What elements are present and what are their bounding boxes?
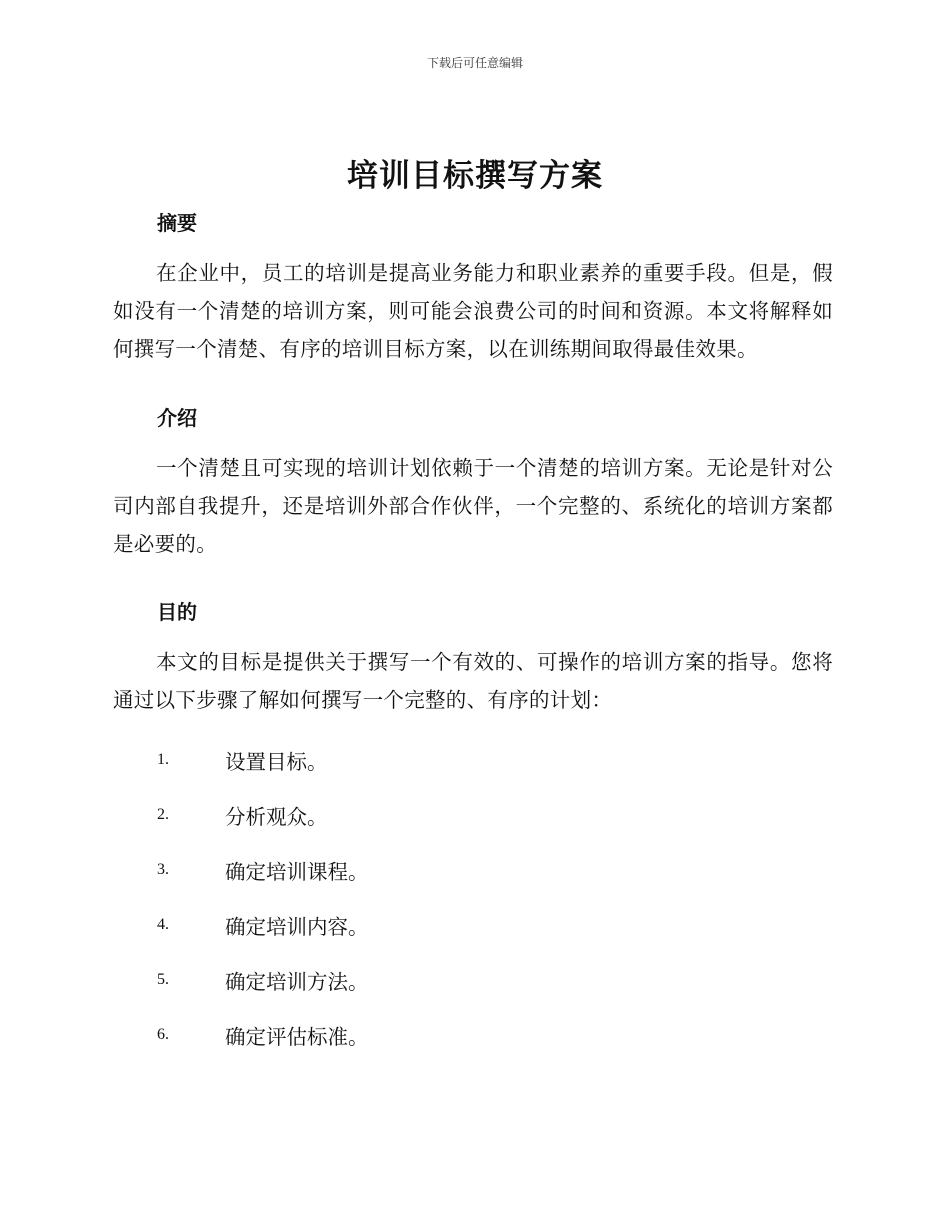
section-paragraph-purpose: 本文的目标是提供关于撰写一个有效的、可操作的培训方案的指导。您将通过以下步骤了解如何撰写一个完整的、有序的计划：	[113, 650, 833, 712]
list-item	[157, 800, 757, 830]
list-item-text: 确定培训课程。	[225, 860, 369, 884]
list-item-number: 4.	[157, 916, 169, 933]
header-note: 下载后可任意编辑	[426, 56, 523, 70]
list-item-text: 设置目标。	[225, 750, 328, 774]
document-title: 培训目标撰写方案	[347, 158, 603, 194]
list-item	[157, 910, 757, 940]
list-item-number: 2.	[157, 806, 169, 823]
section-heading-introduction: 介绍	[157, 406, 197, 430]
list-item-text: 确定培训内容。	[225, 915, 369, 939]
section-paragraph-abstract: 在企业中，员工的培训是提高业务能力和职业素养的重要手段。但是，假如没有一个清楚的培训方案，则可能会浪费公司的时间和资源。本文将解释如何撰写一个清楚、有序的培训目标方案，以在训练期间取得最佳效果。	[113, 261, 833, 361]
list-item	[157, 965, 757, 995]
list-item-number: 5.	[157, 971, 169, 988]
list-item	[157, 1020, 757, 1050]
list-item-text: 分析观众。	[225, 805, 328, 829]
section-heading-purpose: 目的	[157, 600, 197, 624]
list-item-number: 3.	[157, 861, 169, 878]
section-paragraph-introduction: 一个清楚且可实现的培训计划依赖于一个清楚的培训方案。无论是针对公司内部自我提升，还是培训外部合作伙伴，一个完整的、系统化的培训方案都是必要的。	[113, 456, 833, 556]
list-item-text: 确定评估标准。	[225, 1025, 369, 1049]
list-item-number: 6.	[157, 1026, 169, 1043]
list-item-number: 1.	[157, 751, 169, 768]
list-item-text: 确定培训方法。	[225, 970, 369, 994]
section-heading-abstract: 摘要	[157, 211, 197, 235]
list-item	[157, 855, 757, 885]
list-item	[157, 745, 757, 775]
